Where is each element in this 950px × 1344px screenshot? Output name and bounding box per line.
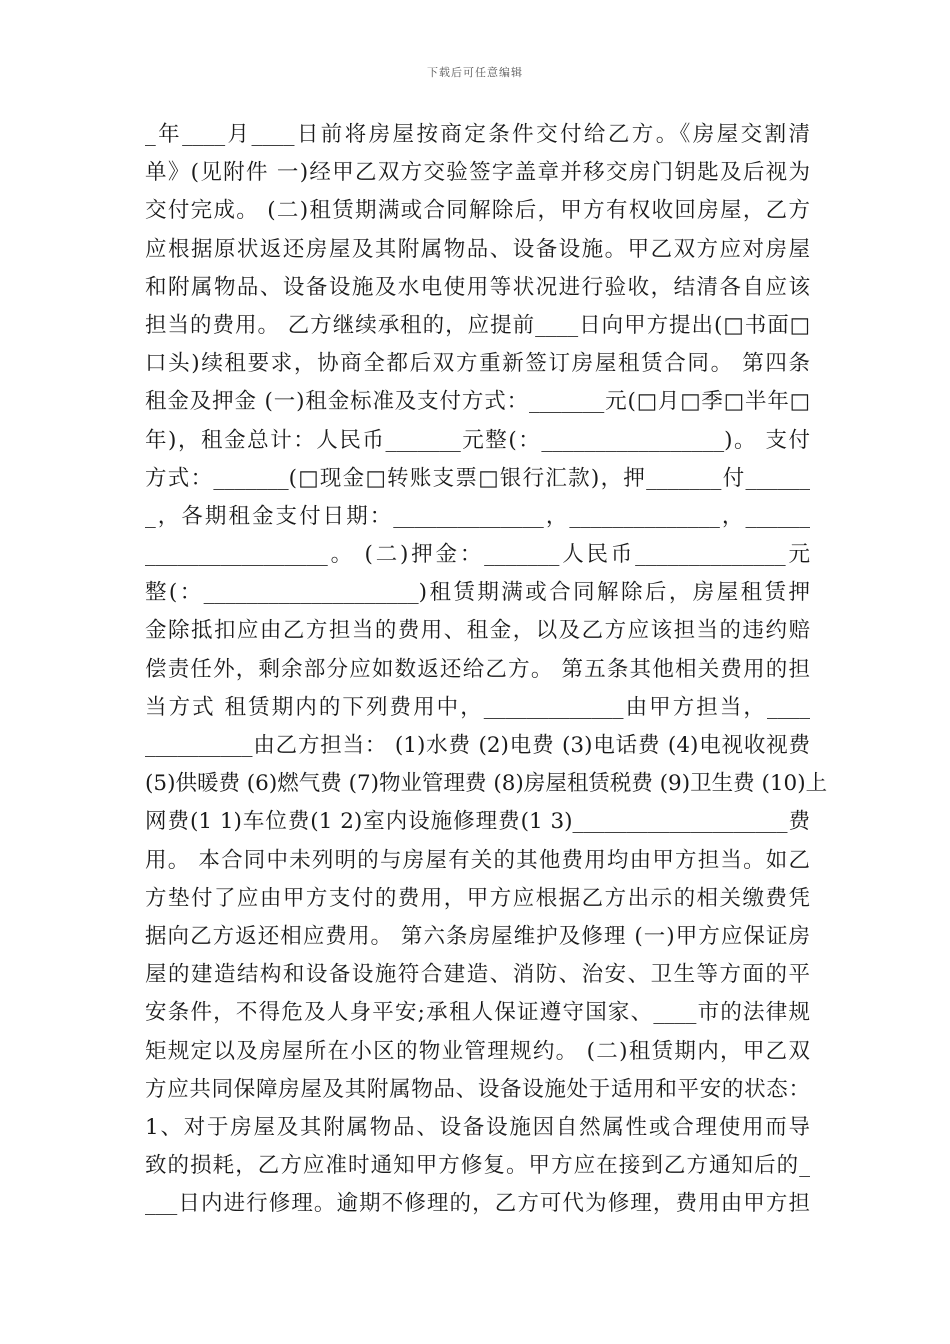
text-line: 应根据原状返还房屋及其附属物品、设备设施。甲乙双方应对房屋: [145, 236, 810, 262]
text-line: 据向乙方返还相应费用。 第六条房屋维护及修理 (一)甲方应保证房: [145, 923, 810, 949]
text-line: 用。 本合同中未列明的与房屋有关的其他费用均由甲方担当。如乙: [145, 847, 810, 873]
text-line: 方应共同保障房屋及其附属物品、设备设施处于适用和平安的状态：: [145, 1076, 810, 1102]
text-line: 网费(1 1)车位费(1 2)室内设施修理费(1 3)____________________费: [145, 809, 810, 835]
document-body: [145, 116, 828, 1223]
text-line: 金除抵扣应由乙方担当的费用、租金，以及乙方应该担当的违约赔: [145, 618, 810, 644]
text-line: 单》(见附件 一)经甲乙双方交验签字盖章并移交房门钥匙及后视为: [145, 160, 810, 186]
text-line: _________________。 (二)押金：_______人民币______________元: [145, 542, 810, 568]
text-line: 整(：____________________)租赁期满或合同解除后，房屋租赁押: [145, 580, 810, 606]
text-line: ___日内进行修理。逾期不修理的，乙方可代为修理，费用由甲方担: [145, 1191, 810, 1217]
text-line: 和附属物品、设备设施及水电使用等状况进行验收，结清各自应该: [145, 274, 810, 300]
text-line: _年____月____日前将房屋按商定条件交付给乙方。《房屋交割清: [145, 122, 810, 147]
text-line: _，各期租金支付日期：______________，______________，______: [145, 503, 810, 529]
text-line: 年)，租金总计：人民币_______元整(：_________________)。 支付: [145, 427, 810, 453]
text-line: 致的损耗，乙方应准时通知甲方修复。甲方应在接到乙方通知后的_: [145, 1153, 810, 1179]
text-line: 屋的建造结构和设备设施符合建造、消防、治安、卫生等方面的平: [145, 962, 810, 988]
text-line: 安条件，不得危及人身平安;承租人保证遵守国家、____市的法律规: [145, 1000, 810, 1026]
page-header: 下载后可任意编辑: [427, 66, 523, 79]
text-line: 方垫付了应由甲方支付的费用，甲方应根据乙方出示的相关缴费凭: [145, 885, 810, 911]
text-line: 担当的费用。 乙方继续承租的，应提前____日向甲方提出(□书面□: [145, 312, 810, 338]
text-line: __________由乙方担当： (1)水费 (2)电费 (3)电话费 (4)电视收视费: [145, 733, 810, 758]
text-line: 口头)续租要求，协商全都后双方重新签订房屋租赁合同。 第四条: [145, 351, 810, 377]
text-line: 租金及押金 (一)租金标准及支付方式：_______元(□月□季□半年□: [145, 389, 810, 415]
text-line: 1、对于房屋及其附属物品、设备设施因自然属性或合理使用而导: [145, 1114, 810, 1140]
text-line: 矩规定以及房屋所在小区的物业管理规约。 (二)租赁期内，甲乙双: [145, 1038, 810, 1064]
text-line: 偿责任外，剩余部分应如数返还给乙方。 第五条其他相关费用的担: [145, 656, 810, 682]
text-line: 当方式 租赁期内的下列费用中，_____________由甲方担当，____: [145, 694, 810, 720]
text-line: 方式：_______(□现金□转账支票□银行汇款)，押_______付______: [145, 465, 811, 491]
text-line: (5)供暖费 (6)燃气费 (7)物业管理费 (8)房屋租赁税费 (9)卫生费 (10)上: [145, 771, 828, 797]
text-line: 交付完成。 (二)租赁期满或合同解除后，甲方有权收回房屋，乙方: [145, 198, 810, 224]
